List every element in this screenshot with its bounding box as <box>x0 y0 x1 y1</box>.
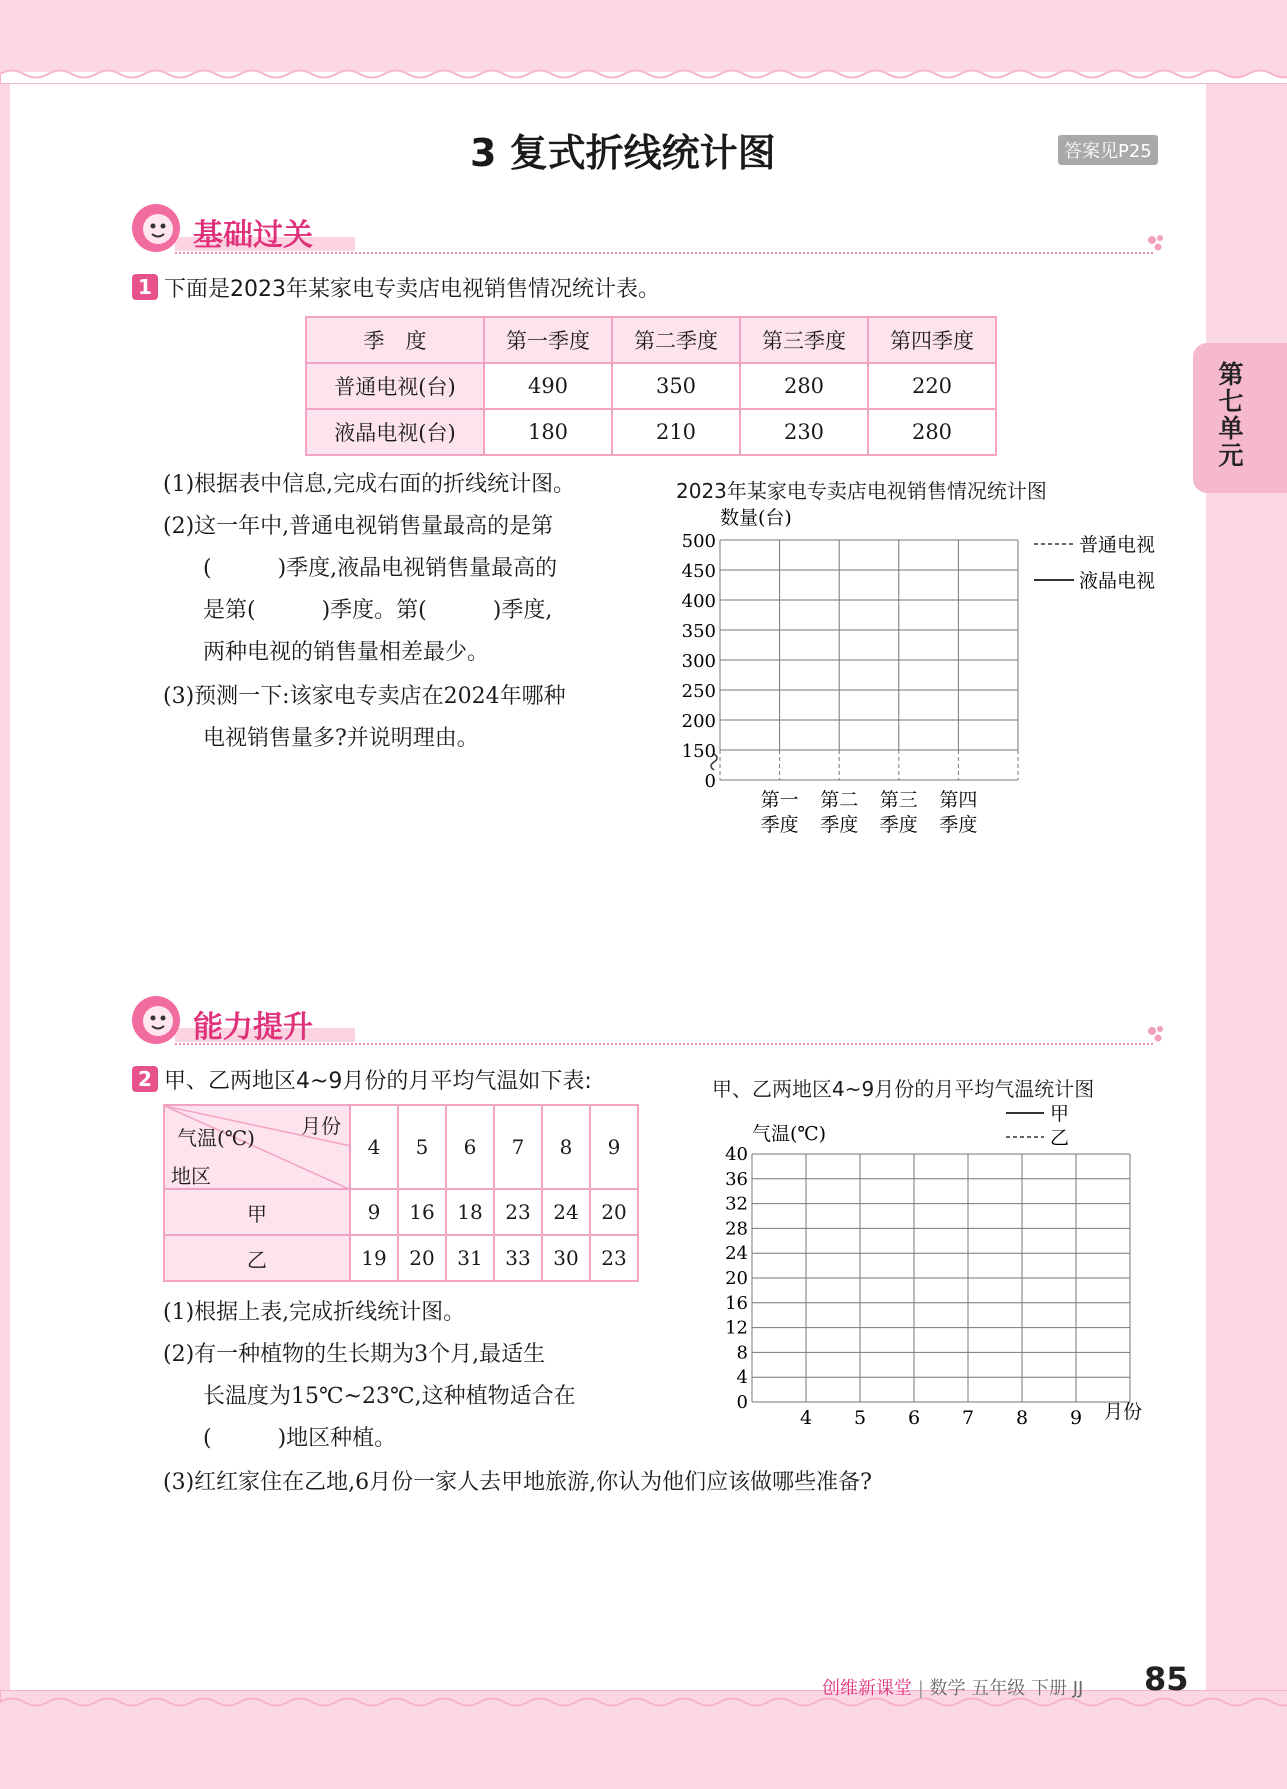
table-row-label: 液晶电视(台) <box>306 409 484 455</box>
question-1-text: 下面是2023年某家电专卖店电视销售情况统计表。 <box>164 277 660 302</box>
chart2-ylabel: 气温(℃) <box>752 1123 827 1145</box>
table-row-label: 乙 <box>164 1235 350 1281</box>
chart1-ytick: 150 <box>681 741 716 762</box>
table-cell: 350 <box>612 363 740 409</box>
table-cell: 230 <box>740 409 868 455</box>
table-cell: 280 <box>868 409 996 455</box>
question-1 <box>132 272 660 303</box>
table-row <box>306 363 996 409</box>
chart1-legend <box>1034 534 1155 592</box>
table-col-header: 6 <box>446 1105 494 1189</box>
corner-region-label: 地区 <box>171 1164 211 1188</box>
table-header-row <box>164 1105 638 1189</box>
temperature-table <box>163 1104 639 1282</box>
table-corner: 季 度 <box>306 317 484 363</box>
section-heading-advanced: 能力提升 <box>193 1010 313 1045</box>
chart1-ytick: 200 <box>681 711 716 732</box>
chart2-ytick: 28 <box>725 1218 748 1240</box>
chart2-xtick: 4 <box>799 1407 813 1429</box>
corner-temp-label: 气温(℃) <box>177 1126 255 1150</box>
chart1-xtick: 第二 <box>820 789 859 811</box>
table-cell: 18 <box>446 1189 494 1235</box>
chart1-xtick: 第四 <box>939 789 978 811</box>
chart2-legend-item: 甲 <box>1050 1103 1070 1125</box>
chart1-ylabel: 数量(台) <box>720 507 792 529</box>
table-row-label: 甲 <box>164 1189 350 1235</box>
answer-reference-badge: 答案见P25 <box>1058 135 1158 165</box>
chart2-ytick: 8 <box>736 1342 748 1364</box>
footer-brand: 创维新课堂 <box>822 1678 912 1699</box>
q1-sub1: (1)根据表中信息,完成右面的折线统计图。 <box>163 472 576 497</box>
section-divider-basic <box>175 252 1153 254</box>
chart1-ytick: 450 <box>681 561 716 582</box>
table-cell: 31 <box>446 1235 494 1281</box>
chart2-xtick: 6 <box>907 1407 921 1429</box>
chart1-xtick: 第一 <box>760 789 799 811</box>
chart2-xlabel: 月份 <box>1104 1401 1143 1423</box>
chart2-ytick: 16 <box>725 1292 748 1314</box>
table-cell: 16 <box>398 1189 446 1235</box>
q1-sub2-line2: ( )季度,液晶电视销售量最高的 <box>203 556 558 581</box>
chart1-legend-item: 普通电视 <box>1079 534 1156 556</box>
table-cell: 20 <box>398 1235 446 1281</box>
table-col-header: 第一季度 <box>484 317 612 363</box>
q2-sub1: (1)根据上表,完成折线统计图。 <box>163 1300 466 1325</box>
chart1-xtick: 季度 <box>939 814 978 836</box>
table-col-header: 4 <box>350 1105 398 1189</box>
chart2-legend <box>1006 1103 1069 1149</box>
chart2-ytick: 0 <box>736 1392 748 1413</box>
page-number: 85 <box>1144 1660 1189 1698</box>
chart2-xtick: 8 <box>1015 1407 1029 1429</box>
chart1-xtick: 季度 <box>760 814 799 836</box>
table-cell: 24 <box>542 1189 590 1235</box>
q2-sub2-line3: ( )地区种植。 <box>203 1426 397 1451</box>
table-col-header: 第二季度 <box>612 317 740 363</box>
q1-sub2-line3: 是第( )季度。第( )季度, <box>203 598 553 623</box>
q1-sub3-line1: (3)预测一下:该家电专卖店在2024年哪种 <box>163 684 566 709</box>
chart1-ytick: 500 <box>681 531 716 552</box>
chart1-legend-item: 液晶电视 <box>1079 570 1156 592</box>
chart1-xtick: 季度 <box>820 814 859 836</box>
q2-sub2-line2: 长温度为15℃~23℃,这种植物适合在 <box>203 1384 576 1409</box>
chart2-title: 甲、乙两地区4~9月份的月平均气温统计图 <box>712 1077 1095 1101</box>
chart1-title: 2023年某家电专卖店电视销售情况统计图 <box>676 479 1047 503</box>
chart1-xtick: 第三 <box>879 789 918 811</box>
footer-info: 数学 五年级 下册 JJ <box>929 1678 1084 1699</box>
table-cell: 9 <box>350 1189 398 1235</box>
question-number-1: 1 <box>132 274 158 300</box>
page-footer <box>822 1660 1189 1700</box>
chart2-ytick: 32 <box>725 1193 748 1215</box>
table-header-row <box>306 317 996 363</box>
q1-sub2-line4: 两种电视的销售量相差最少。 <box>203 640 490 665</box>
table-col-header: 第三季度 <box>740 317 868 363</box>
q1-sub2-line1: (2)这一年中,普通电视销售量最高的是第 <box>163 514 554 539</box>
chart1-ytick: 250 <box>681 681 716 702</box>
chart2-ytick: 40 <box>725 1144 748 1165</box>
flower-dots-icon <box>1146 232 1168 254</box>
wave-border-top <box>0 58 1287 84</box>
table-cell: 280 <box>740 363 868 409</box>
table-col-header: 第四季度 <box>868 317 996 363</box>
table-cell: 20 <box>590 1189 638 1235</box>
tv-sales-table <box>305 316 997 456</box>
chart1-ytick: 300 <box>681 651 716 672</box>
section-divider-advanced <box>175 1043 1153 1045</box>
table-corner-diagonal <box>164 1105 350 1189</box>
table-row <box>164 1235 638 1281</box>
mascot-icon <box>128 994 186 1046</box>
chart1-ytick: 0 <box>704 771 716 792</box>
chart1-xtick: 季度 <box>879 814 918 836</box>
table-cell: 33 <box>494 1235 542 1281</box>
chart2-svg <box>700 1096 1170 1432</box>
chart2-ytick: 12 <box>725 1317 748 1339</box>
table-col-header: 8 <box>542 1105 590 1189</box>
wave-border-bottom <box>0 1690 1287 1716</box>
unit-tab-label: 第七单元 <box>1215 361 1244 469</box>
table-cell: 220 <box>868 363 996 409</box>
table-row <box>164 1189 638 1235</box>
q1-sub3-line2: 电视销售量多?并说明理由。 <box>203 726 479 751</box>
question-number-2: 2 <box>132 1066 158 1092</box>
q2-sub3: (3)红红家住在乙地,6月份一家人去甲地旅游,你认为他们应该做哪些准备? <box>163 1470 872 1495</box>
table-cell: 490 <box>484 363 612 409</box>
table-cell: 210 <box>612 409 740 455</box>
table-row <box>306 409 996 455</box>
table-col-header: 5 <box>398 1105 446 1189</box>
unit-tab <box>1193 343 1287 493</box>
chart2-xtick: 5 <box>853 1407 867 1429</box>
chart2-legend-item: 乙 <box>1050 1127 1070 1149</box>
corner-month-label: 月份 <box>301 1114 341 1138</box>
table-cell: 19 <box>350 1235 398 1281</box>
chart2-ytick: 24 <box>725 1243 748 1265</box>
chart2-ytick: 36 <box>725 1168 748 1190</box>
table-col-header: 9 <box>590 1105 638 1189</box>
mascot-icon <box>128 202 186 254</box>
section-heading-basic: 基础过关 <box>193 218 313 253</box>
footer-separator: | <box>917 1678 924 1699</box>
page-title: 3 复式折线统计图 <box>470 131 776 175</box>
chart2-ytick: 20 <box>725 1268 748 1289</box>
chart1-ytick: 400 <box>681 591 716 612</box>
chart2-ytick: 4 <box>736 1367 748 1389</box>
chart2-xtick: 9 <box>1069 1407 1083 1429</box>
chart1-svg <box>660 500 1180 840</box>
chart1-ytick: 350 <box>681 621 716 642</box>
question-2-text: 甲、乙两地区4~9月份的月平均气温如下表: <box>164 1069 592 1094</box>
question-2 <box>132 1064 592 1095</box>
chart2-xtick: 7 <box>961 1407 975 1429</box>
table-col-header: 7 <box>494 1105 542 1189</box>
table-cell: 23 <box>494 1189 542 1235</box>
flower-dots-icon <box>1146 1023 1168 1045</box>
table-cell: 30 <box>542 1235 590 1281</box>
table-cell: 180 <box>484 409 612 455</box>
table-row-label: 普通电视(台) <box>306 363 484 409</box>
table-cell: 23 <box>590 1235 638 1281</box>
q2-sub2-line1: (2)有一种植物的生长期为3个月,最适生 <box>163 1342 546 1367</box>
